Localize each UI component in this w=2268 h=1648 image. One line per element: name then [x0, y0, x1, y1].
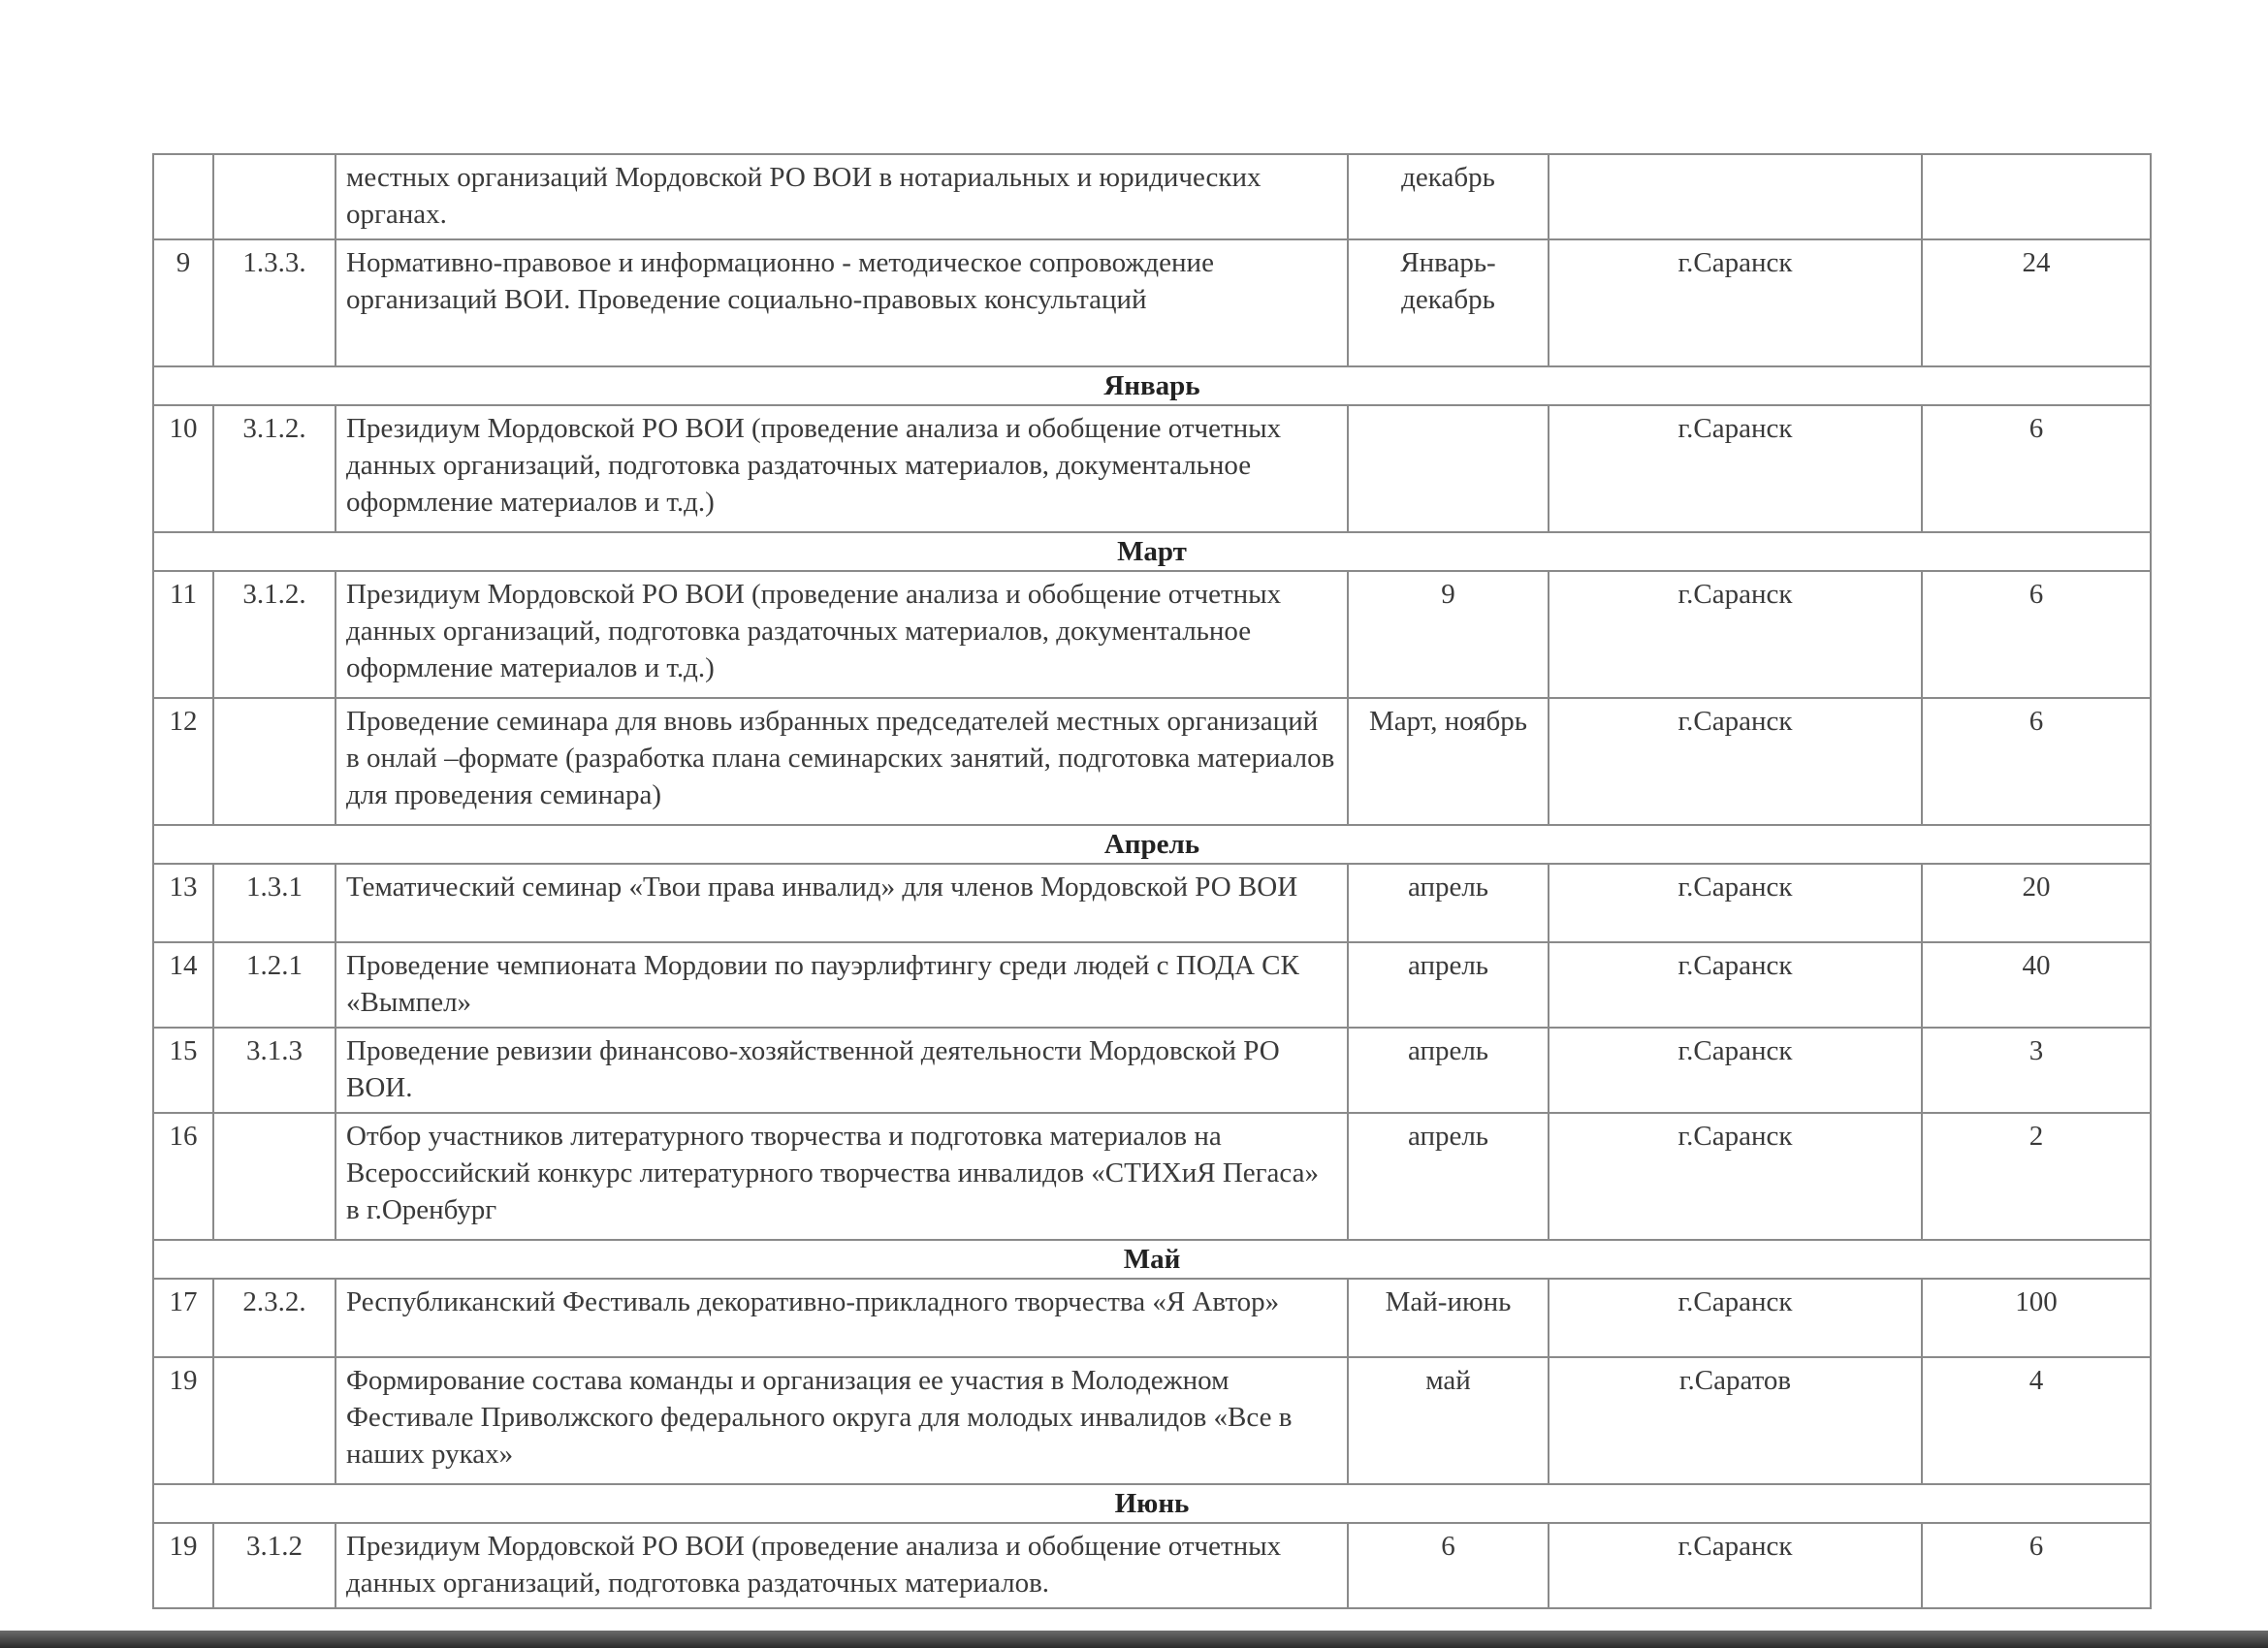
date-cell: апрель — [1348, 1113, 1549, 1240]
table-row — [153, 1357, 2151, 1484]
participants-count-cell: 100 — [1922, 1279, 2151, 1357]
table-row — [153, 1028, 2151, 1113]
date-cell: декабрь — [1348, 154, 1549, 239]
activity-description-cell: Тематический семинар «Твои права инвалид» для членов Мордовской РО ВОИ — [335, 864, 1348, 942]
row-number-cell: 19 — [153, 1523, 213, 1608]
row-number-cell: 9 — [153, 239, 213, 366]
date-cell: апрель — [1348, 864, 1549, 942]
month-label: Март — [153, 532, 2151, 571]
participants-count-cell: 2 — [1922, 1113, 2151, 1240]
table-row — [153, 942, 2151, 1028]
item-code-cell — [213, 154, 335, 239]
location-cell: г.Саранск — [1549, 698, 1922, 825]
month-header-row — [153, 825, 2151, 864]
row-number-cell — [153, 154, 213, 239]
table-row — [153, 1523, 2151, 1608]
plan-table — [152, 153, 2152, 1609]
activity-description-cell: Президиум Мордовской РО ВОИ (проведение анализа и обобщение отчетных данных организаций, подготовка раздаточных материалов, документальное оформление материалов и т.д.) — [335, 571, 1348, 698]
activity-description-cell: Проведение чемпионата Мордовии по пауэрлифтингу среди людей с ПОДА СК «Вымпел» — [335, 942, 1348, 1028]
table-row — [153, 571, 2151, 698]
location-cell: г.Саранск — [1549, 864, 1922, 942]
table-row — [153, 239, 2151, 366]
date-cell: май — [1348, 1357, 1549, 1484]
activity-description-cell: Президиум Мордовской РО ВОИ (проведение анализа и обобщение отчетных данных организаций, подготовка раздаточных материалов, документальное оформление материалов и т.д.) — [335, 405, 1348, 532]
activity-description-cell: Республиканский Фестиваль декоративно-прикладного творчества «Я Автор» — [335, 1279, 1348, 1357]
activity-description-cell: местных организаций Мордовской РО ВОИ в нотариальных и юридических органах. — [335, 154, 1348, 239]
activity-description-cell: Президиум Мордовской РО ВОИ (проведение анализа и обобщение отчетных данных организаций, подготовка раздаточных материалов. — [335, 1523, 1348, 1608]
location-cell: г.Саранск — [1549, 942, 1922, 1028]
participants-count-cell: 20 — [1922, 864, 2151, 942]
month-header-row — [153, 532, 2151, 571]
item-code-cell — [213, 1113, 335, 1240]
item-code-cell: 2.3.2. — [213, 1279, 335, 1357]
participants-count-cell: 6 — [1922, 1523, 2151, 1608]
month-label: Май — [153, 1240, 2151, 1279]
location-cell: г.Саранск — [1549, 239, 1922, 366]
item-code-cell: 1.3.1 — [213, 864, 335, 942]
participants-count-cell: 6 — [1922, 405, 2151, 532]
activity-description-cell: Отбор участников литературного творчества и подготовка материалов на Всероссийский конкурс литературного творчества инвалидов «СТИХиЯ Пегаса» в г.Оренбург — [335, 1113, 1348, 1240]
location-cell: г.Саратов — [1549, 1357, 1922, 1484]
table-row — [153, 864, 2151, 942]
month-header-row — [153, 1240, 2151, 1279]
participants-count-cell: 40 — [1922, 942, 2151, 1028]
item-code-cell: 1.3.3. — [213, 239, 335, 366]
table-row — [153, 1113, 2151, 1240]
date-cell: апрель — [1348, 1028, 1549, 1113]
table-body — [153, 154, 2151, 1608]
month-header-row — [153, 1484, 2151, 1523]
location-cell: г.Саранск — [1549, 405, 1922, 532]
item-code-cell — [213, 698, 335, 825]
month-header-row — [153, 366, 2151, 405]
row-number-cell: 15 — [153, 1028, 213, 1113]
location-cell: г.Саранск — [1549, 1279, 1922, 1357]
date-cell: апрель — [1348, 942, 1549, 1028]
row-number-cell: 14 — [153, 942, 213, 1028]
month-label: Январь — [153, 366, 2151, 405]
row-number-cell: 16 — [153, 1113, 213, 1240]
location-cell: г.Саранск — [1549, 571, 1922, 698]
activity-description-cell: Нормативно-правовое и информационно - методическое сопровождение организаций ВОИ. Проведение социально-правовых консультаций — [335, 239, 1348, 366]
participants-count-cell: 3 — [1922, 1028, 2151, 1113]
item-code-cell: 3.1.2. — [213, 571, 335, 698]
month-label: Апрель — [153, 825, 2151, 864]
date-cell — [1348, 405, 1549, 532]
table-row — [153, 405, 2151, 532]
participants-count-cell: 4 — [1922, 1357, 2151, 1484]
activity-description-cell: Проведение семинара для вновь избранных председателей местных организаций в онлай –формате (разработка плана семинарских занятий, подготовка материалов для проведения семинара) — [335, 698, 1348, 825]
date-cell: 6 — [1348, 1523, 1549, 1608]
participants-count-cell: 24 — [1922, 239, 2151, 366]
row-number-cell: 13 — [153, 864, 213, 942]
location-cell: г.Саранск — [1549, 1523, 1922, 1608]
date-cell: Март, ноябрь — [1348, 698, 1549, 825]
row-number-cell: 12 — [153, 698, 213, 825]
item-code-cell: 3.1.3 — [213, 1028, 335, 1113]
item-code-cell: 1.2.1 — [213, 942, 335, 1028]
date-cell: Январь-декабрь — [1348, 239, 1549, 366]
item-code-cell — [213, 1357, 335, 1484]
date-cell: 9 — [1348, 571, 1549, 698]
participants-count-cell — [1922, 154, 2151, 239]
item-code-cell: 3.1.2 — [213, 1523, 335, 1608]
date-cell: Май-июнь — [1348, 1279, 1549, 1357]
activity-description-cell: Проведение ревизии финансово-хозяйственной деятельности Мордовской РО ВОИ. — [335, 1028, 1348, 1113]
location-cell: г.Саранск — [1549, 1028, 1922, 1113]
scan-edge-bar — [0, 1631, 2268, 1648]
item-code-cell: 3.1.2. — [213, 405, 335, 532]
table-row — [153, 698, 2151, 825]
location-cell: г.Саранск — [1549, 1113, 1922, 1240]
location-cell — [1549, 154, 1922, 239]
table-row — [153, 154, 2151, 239]
table-row — [153, 1279, 2151, 1357]
row-number-cell: 10 — [153, 405, 213, 532]
row-number-cell: 17 — [153, 1279, 213, 1357]
participants-count-cell: 6 — [1922, 698, 2151, 825]
row-number-cell: 19 — [153, 1357, 213, 1484]
participants-count-cell: 6 — [1922, 571, 2151, 698]
row-number-cell: 11 — [153, 571, 213, 698]
month-label: Июнь — [153, 1484, 2151, 1523]
activity-description-cell: Формирование состава команды и организация ее участия в Молодежном Фестивале Приволжского федерального округа для молодых инвалидов «Все в наших руках» — [335, 1357, 1348, 1484]
